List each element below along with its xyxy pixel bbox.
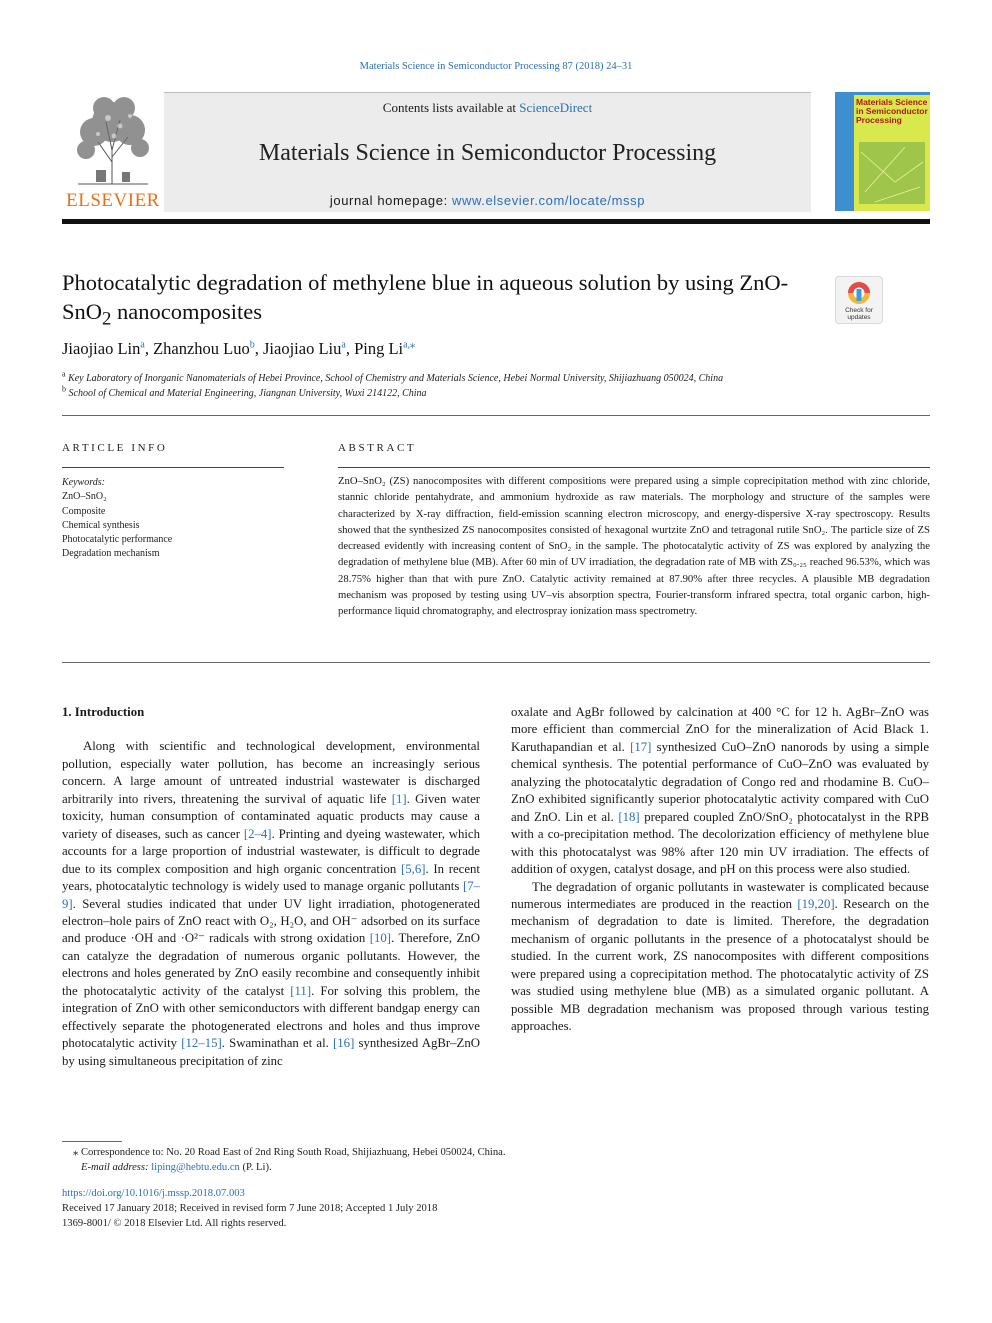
elsevier-tree-icon bbox=[68, 92, 158, 188]
doi-block bbox=[62, 1187, 930, 1232]
elsevier-wordmark: ELSEVIER bbox=[66, 190, 160, 211]
paragraph-text: . Printing and dyeing wastewater, which accounts for a large proportion of industrial wastewater, is difficult to degrade due to its complex composition and high organic concentration bbox=[62, 826, 481, 876]
author-separator: , bbox=[144, 339, 154, 358]
author-affil-mark[interactable]: a bbox=[341, 339, 346, 351]
author-separator: , bbox=[254, 339, 263, 358]
doi-link[interactable]: https://doi.org/10.1016/j.mssp.2018.07.003 bbox=[62, 1188, 245, 1199]
paragraph-text: oxalate and AgBr followed by calcination at 400 °C for 12 h. AgBr–ZnO was more efficient than commercial ZnO for the mineralization of Acid Black 1. Karuthapandian et al. bbox=[511, 705, 929, 754]
paragraph-text: . Swaminathan et al. bbox=[221, 1036, 334, 1051]
author-affil-mark[interactable]: a bbox=[140, 339, 145, 351]
citation-link[interactable]: [19,20] bbox=[797, 896, 835, 911]
article-info-rule bbox=[62, 467, 284, 468]
running-head[interactable]: Materials Science in Semiconductor Processing 87 (2018) 24–31 bbox=[359, 61, 633, 72]
keyword-item[interactable]: Chemical synthesis bbox=[62, 519, 140, 531]
check-badge-label: Check for updates bbox=[845, 307, 873, 321]
body-paragraph bbox=[511, 879, 929, 1036]
body-right-column bbox=[511, 704, 929, 1036]
author-list bbox=[62, 339, 415, 359]
paragraph-text: prepared coupled ZnO/SnO₂ photocatalyst in the RPB with a co-precipitation method. The decolorization efficiency of methylene blue with this photocatalyst was 98% after 120 min UV irradiation. The effects of addition of oxygen, catalyst dosage, and pH on this process were also studied. bbox=[511, 809, 929, 877]
paragraph-text: . Research on the mechanism of degradation to date is limited. Therefore, the degradation mechanism of organic pollutants in the presence of a photocatalyst should be studied. In the current work, ZS nanocomposites with different compositions were prepared using a coprecipitation method. The photocatalytic activity of ZS was studied using methylene blue (MB) as a simulated organic pollutant. A possible MB degradation mechanism was proposed through various testing approaches. bbox=[511, 896, 930, 1034]
author-name: Ping Li bbox=[354, 339, 404, 358]
body-paragraph bbox=[62, 738, 480, 1070]
author-name: Jiaojiao Lin bbox=[62, 339, 141, 358]
citation-link[interactable]: [2–4] bbox=[243, 826, 272, 841]
sciencedirect-link[interactable]: ScienceDirect bbox=[519, 100, 593, 115]
homepage-prefix: journal homepage: bbox=[329, 193, 452, 208]
abstract-bottom-rule bbox=[62, 662, 930, 663]
article-history: Received 17 January 2018; Received in revised form 7 June 2018; Accepted 1 July 2018 bbox=[62, 1202, 438, 1214]
citation-link[interactable]: [17] bbox=[630, 739, 652, 754]
author-name: Zhanzhou Luo bbox=[153, 339, 250, 358]
keyword-item[interactable]: Degradation mechanism bbox=[62, 548, 160, 560]
copyright-line: 1369-8001/ © 2018 Elsevier Ltd. All rights reserved. bbox=[62, 1217, 287, 1229]
author-name: Jiaojiao Liu bbox=[263, 339, 342, 358]
email-note bbox=[62, 1160, 930, 1175]
affiliation-text: School of Chemical and Material Engineering, Jiangnan University, Wuxi 214122, China bbox=[68, 388, 427, 399]
paragraph-text: The degradation of organic pollutants in wastewater is complicated because numerous intermediates are produced in the reaction bbox=[511, 879, 929, 911]
paragraph-text: synthesized CuO–ZnO nanorods by using a simple chemical synthesis. The potential performance of CuO–ZnO was evaluated by analyzing the photocatalytic degradation of Congo red and rhodamine B. CuO–ZnO exhibited significantly superior photocatalytic activity compared with CuO and ZnO. Lin et al. bbox=[511, 739, 930, 824]
contents-prefix: Contents lists available at bbox=[382, 100, 520, 115]
check-for-updates-badge[interactable] bbox=[835, 276, 883, 324]
author-affil-mark[interactable]: a,⁎ bbox=[403, 339, 416, 351]
author-separator: , bbox=[345, 339, 355, 358]
paragraph-text: . Several studies indicated that under UV light irradiation, photogenerated electron–hole pairs of ZnO react with O₂, H₂O, and OH⁻ adsorbed on its surface and produce ·OH and ·O²⁻ radicals with strong oxidation bbox=[62, 896, 480, 946]
footnote-rule bbox=[62, 1141, 122, 1142]
affiliation-mark: a bbox=[62, 369, 66, 379]
email-label: E-mail address: bbox=[81, 1162, 152, 1174]
abstract-heading: ABSTRACT bbox=[338, 442, 417, 454]
citation-link[interactable]: [1] bbox=[391, 791, 407, 806]
journal-cover-thumbnail[interactable] bbox=[835, 92, 930, 211]
correspondence-note: ⁎ Correspondence to: No. 20 Road East of 2nd Ring South Road, Shijiazhuang, Hebei 050024, China. bbox=[73, 1147, 506, 1158]
article-info-heading: ARTICLE INFO bbox=[62, 442, 168, 454]
paragraph-text: Along with scientific and technological development, environmental pollution, especially water pollution, has become an increasingly serious concern. A large amount of untreated industrial wastewater is discharged arbitrarily into rivers, threatening the survival of aquatic life bbox=[62, 739, 480, 806]
affiliation-mark: b bbox=[62, 384, 66, 394]
journal-title: Materials Science in Semiconductor Processing bbox=[258, 140, 717, 166]
title-part2: nanocomposites bbox=[111, 299, 262, 324]
abstract-rule bbox=[338, 467, 930, 468]
citation-link[interactable]: [11] bbox=[290, 983, 312, 998]
author-affil-mark[interactable]: b bbox=[249, 339, 255, 351]
keywords-heading: Keywords: bbox=[62, 477, 105, 488]
affiliation-rule bbox=[62, 415, 930, 416]
footnotes bbox=[62, 1145, 930, 1175]
affiliation-b bbox=[62, 384, 427, 399]
body-left-column bbox=[62, 704, 480, 1070]
keywords-block bbox=[62, 476, 284, 562]
affiliation-text: Key Laboratory of Inorganic Nanomaterials of Hebei Province, School of Chemistry and Materials Science, Hebei Normal University, Shijiazhuang 050024, China bbox=[68, 373, 724, 384]
elsevier-logo[interactable] bbox=[62, 92, 164, 214]
keyword-item[interactable]: Composite bbox=[62, 505, 106, 517]
email-link[interactable]: liping@hebtu.edu.cn bbox=[151, 1162, 240, 1174]
article-title bbox=[62, 268, 822, 330]
paragraph-text: . For solving this problem, the integration of ZnO with other semiconductors with different bandgap energy can effectively separate the photogenerated electrons and holes and thus improve photocatalytic activity bbox=[62, 983, 481, 1051]
paragraph-text: . Given water toxicity, human consumption of contaminated aquatic products may cause a variety of diseases, such as cancer bbox=[62, 791, 481, 841]
homepage-line bbox=[164, 193, 811, 208]
email-suffix: (P. Li). bbox=[239, 1162, 272, 1174]
citation-link[interactable]: [16] bbox=[333, 1036, 355, 1051]
abstract-text: ZnO–SnO₂ (ZS) nanocomposites with different compositions were prepared using a simple coprecipitation method with zinc chloride, stannic chloride pentahydrate, and ammonium hydroxide as raw materials. The morphology and structure of the samples were characterized by X-ray diffraction, field-emission scanning electron microscopy, and energy-dispersive X-ray spectroscopy. Results showed that the synthesized ZS nanocomposites consisted of hexagonal wurtzite ZnO and tetragonal rutile SnO₂. The particle size of ZS decreased evidently with increasing content of SnO₂ in the sample. The photocatalytic activity of ZS was explored by analyzing the degradation of methylene blue (MB). After 60 min of UV irradiation, the degradation rate of MB with ZS₀.₂₅ reached 96.53%, which was 28.75% higher than that with pure ZnO. Catalytic activity remained at 87.90% after three recycles. A plausible MB degradation mechanism was proposed by testing using UV–vis absorption spectra, Fourier-transform infrared spectra, total organic carbon, high-performance liquid chromatography, and electrospray ionization mass spectrometry. bbox=[338, 475, 930, 618]
citation-link[interactable]: [10] bbox=[369, 931, 392, 946]
paragraph-text: synthesized AgBr–ZnO by using simultaneous precipitation of zinc bbox=[62, 1036, 480, 1068]
affiliation-a bbox=[62, 369, 724, 384]
keyword-item[interactable]: Photocatalytic performance bbox=[62, 534, 173, 546]
citation-link[interactable]: [12–15] bbox=[181, 1036, 222, 1051]
keyword-item[interactable]: ZnO–SnO₂ bbox=[62, 491, 107, 503]
paragraph-text: . Therefore, ZnO can catalyze the degradation of numerous organic pollutants. However, the electrons and holes generated by ZnO easily recombine and consequently inhibit the photocatalytic activity of the catalyst bbox=[62, 931, 480, 998]
contents-line bbox=[164, 100, 811, 116]
title-part1: Photocatalytic degradation of methylene blue in aqueous solution by using ZnO-SnO bbox=[62, 270, 789, 324]
body-paragraph bbox=[511, 704, 929, 879]
citation-link[interactable]: [18] bbox=[618, 809, 640, 824]
header-rule bbox=[62, 219, 930, 224]
crossmark-icon bbox=[836, 277, 882, 307]
paragraph-text: . In recent years, photocatalytic technology is widely used to manage organic pollutants bbox=[62, 861, 480, 894]
title-subscript: 2 bbox=[102, 308, 112, 330]
section-heading: 1. Introduction bbox=[62, 705, 145, 719]
homepage-link[interactable]: www.elsevier.com/locate/mssp bbox=[452, 193, 646, 208]
citation-link[interactable]: [7–9] bbox=[62, 879, 480, 911]
citation-link[interactable]: [5,6] bbox=[400, 861, 426, 876]
cover-title: Materials Science in Semiconductor Processing bbox=[856, 97, 928, 125]
